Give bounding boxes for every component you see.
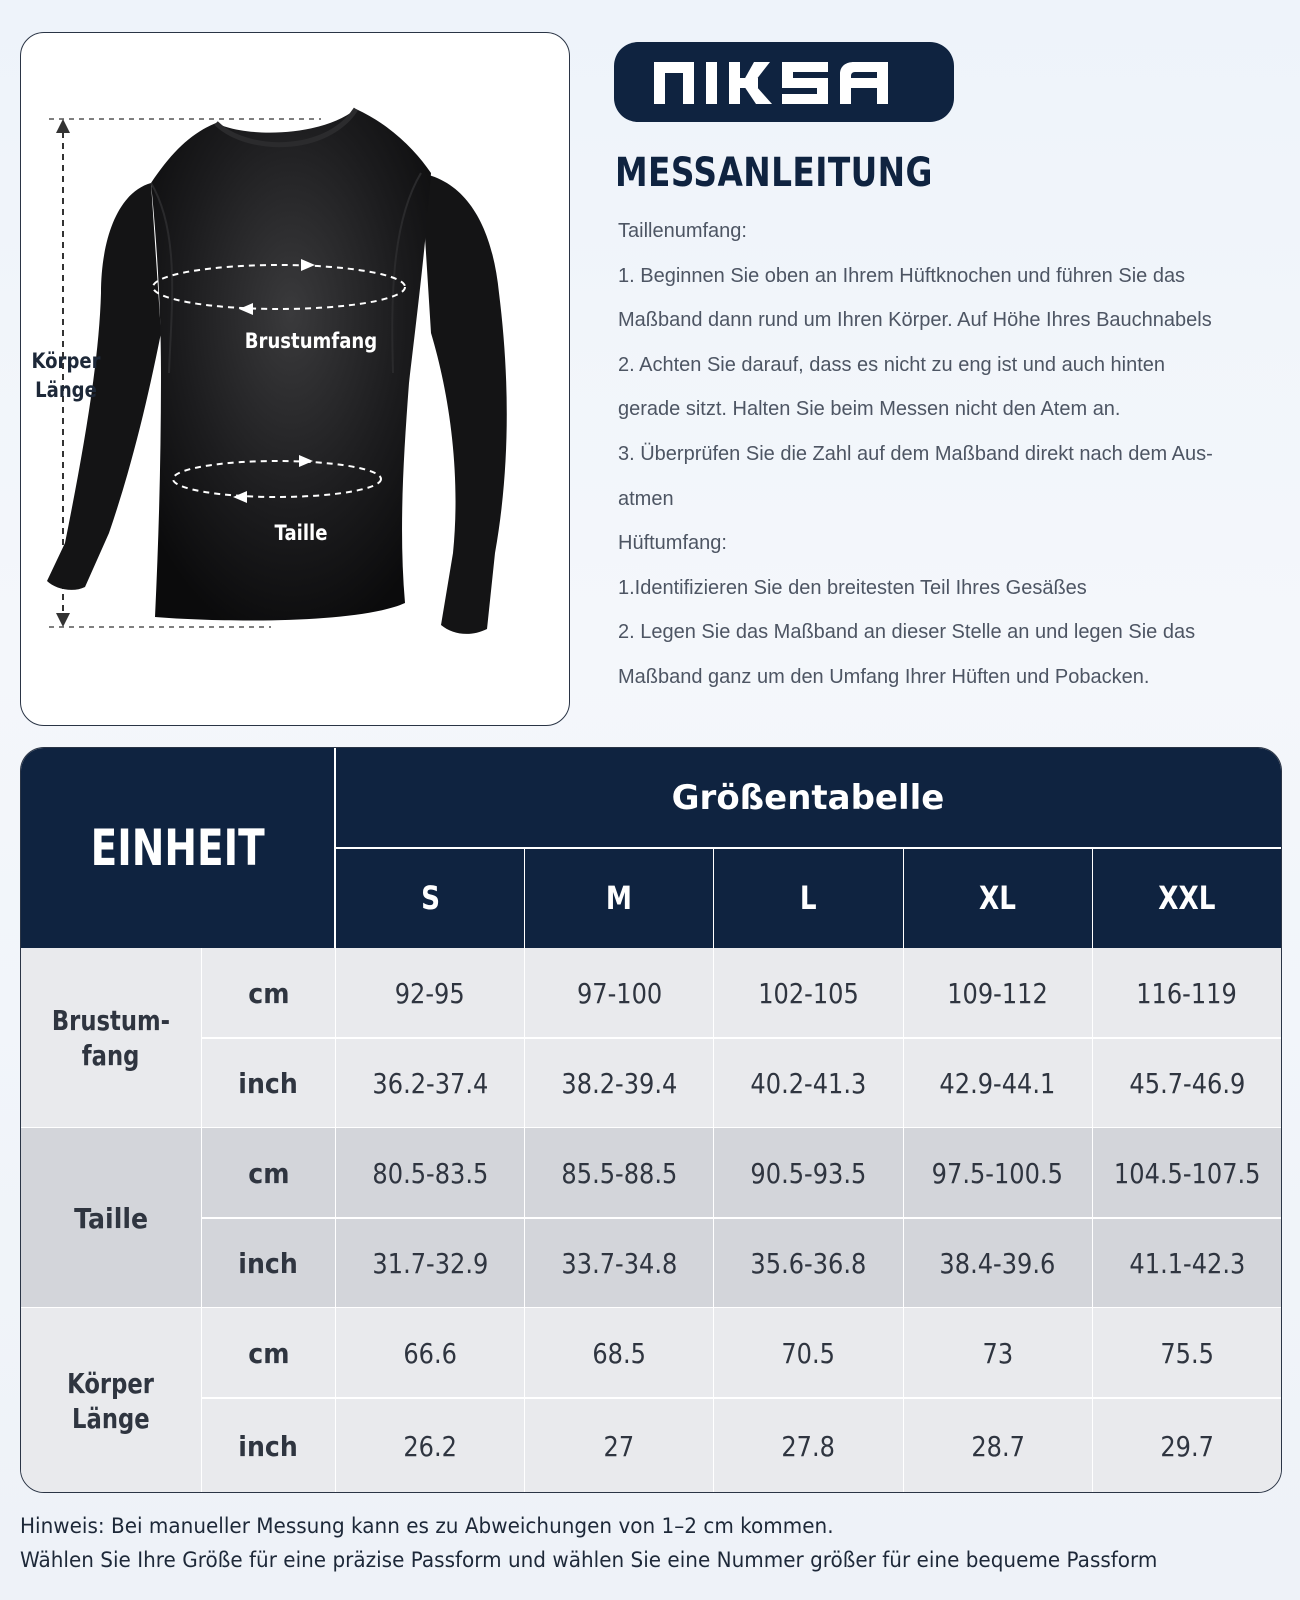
table-row <box>201 1038 1281 1128</box>
unit-cell: cm <box>201 948 335 1038</box>
chest-label: Brustumfang <box>244 329 378 353</box>
value-cell: 26.2 <box>335 1398 524 1493</box>
guide-line: gerade sitzt. Halten Sie beim Messen nicht den Atem an. <box>618 398 1121 421</box>
value-cell: 104.5-107.5 <box>1092 1128 1281 1218</box>
table-row <box>201 948 1281 1038</box>
value-cell: 66.6 <box>335 1308 524 1398</box>
size-header-text: M <box>606 879 633 917</box>
value-cell: 90.5-93.5 <box>713 1128 902 1218</box>
guide-title: MESSANLEITUNG <box>615 150 933 196</box>
table-row <box>201 1308 1281 1398</box>
value-cell: 97.5-100.5 <box>903 1128 1092 1218</box>
brand-logo-mark <box>614 42 954 122</box>
value-cell: 97-100 <box>524 948 713 1038</box>
unit-cell: inch <box>201 1218 335 1308</box>
value-cell: 102-105 <box>713 948 902 1038</box>
value-cell: 45.7-46.9 <box>1092 1038 1281 1128</box>
guide-text <box>618 214 1278 705</box>
table-row <box>201 1128 1281 1218</box>
size-header-l <box>713 848 902 948</box>
size-header-xl <box>903 848 1092 948</box>
value-cell: 36.2-37.4 <box>335 1038 524 1128</box>
value-cell: 70.5 <box>713 1308 902 1398</box>
group-label-chest <box>21 948 201 1128</box>
guide-line: Taillenumfang: <box>618 220 747 242</box>
footnote <box>20 1510 1290 1578</box>
group-label-line: Brustum- <box>51 1004 171 1037</box>
guide-line: 3. Überprüfen Sie die Zahl auf dem Maßband direkt nach dem Aus- <box>618 442 1213 465</box>
guide-line: 1. Beginnen Sie oben an Ihrem Hüftknochen und führen Sie das <box>618 264 1186 287</box>
value-cell: 80.5-83.5 <box>335 1128 524 1218</box>
group-waist <box>21 1128 1281 1308</box>
table-row <box>201 1398 1281 1493</box>
footnote-line2: Wählen Sie Ihre Größe für eine präzise Passform und wählen Sie eine Nummer größer für eine bequeme Passform <box>20 1548 1158 1573</box>
value-cell: 27.8 <box>713 1398 902 1493</box>
unit-header-text: EINHEIT <box>90 819 266 877</box>
value-cell: 42.9-44.1 <box>903 1038 1092 1128</box>
value-cell: 38.2-39.4 <box>524 1038 713 1128</box>
value-cell: 41.1-42.3 <box>1092 1218 1281 1308</box>
body-length-label-line1: Körper <box>31 349 101 373</box>
value-cell: 35.6-36.8 <box>713 1218 902 1308</box>
value-cell: 68.5 <box>524 1308 713 1398</box>
value-cell: 73 <box>903 1308 1092 1398</box>
value-cell: 40.2-41.3 <box>713 1038 902 1128</box>
size-header-text: S <box>420 879 440 917</box>
shirt-illustration <box>21 33 570 726</box>
value-cell: 75.5 <box>1092 1308 1281 1398</box>
unit-header <box>21 748 335 948</box>
unit-cell: inch <box>201 1038 335 1128</box>
value-cell: 109-112 <box>903 948 1092 1038</box>
brand-logo <box>614 42 954 122</box>
unit-cell: cm <box>201 1128 335 1218</box>
guide-line: 2. Legen Sie das Maßband an dieser Stelle an und legen Sie das <box>618 621 1196 644</box>
guide-line: Maßband dann rund um Ihren Körper. Auf Höhe Ihres Bauchnabels <box>618 309 1212 332</box>
guide-line: atmen <box>618 487 674 510</box>
value-cell: 28.7 <box>903 1398 1092 1493</box>
measurement-figure-panel <box>20 32 570 726</box>
size-table <box>20 747 1282 1493</box>
table-header <box>21 748 1281 948</box>
footnote-line1: Hinweis: Bei manueller Messung kann es zu Abweichungen von 1–2 cm kommen. <box>20 1514 834 1539</box>
size-header-text: XL <box>979 879 1017 917</box>
value-cell: 116-119 <box>1092 948 1281 1038</box>
value-cell: 85.5-88.5 <box>524 1128 713 1218</box>
table-row <box>201 1218 1281 1308</box>
group-label-waist <box>21 1128 201 1308</box>
size-header-xxl <box>1092 848 1281 948</box>
waist-label: Taille <box>274 521 328 545</box>
size-header-m <box>524 848 713 948</box>
value-cell: 31.7-32.9 <box>335 1218 524 1308</box>
group-label-line: Körper <box>67 1367 155 1400</box>
guide-line: 2. Achten Sie darauf, dass es nicht zu eng ist und auch hinten <box>618 353 1166 376</box>
group-label-body-length <box>21 1308 201 1493</box>
guide-line: 1.Identifizieren Sie den breitesten Teil Ihres Gesäßes <box>618 576 1087 599</box>
group-label-line: fang <box>82 1039 140 1072</box>
value-cell: 33.7-34.8 <box>524 1218 713 1308</box>
group-label-line: Länge <box>72 1402 150 1435</box>
value-cell: 38.4-39.6 <box>903 1218 1092 1308</box>
value-cell: 92-95 <box>335 948 524 1038</box>
value-cell: 29.7 <box>1092 1398 1281 1493</box>
table-title: Größentabelle <box>671 778 945 818</box>
size-header-text: XXL <box>1158 879 1216 917</box>
group-body-length <box>21 1308 1281 1493</box>
size-header-s <box>335 848 524 948</box>
size-header-text: L <box>800 879 817 917</box>
group-chest <box>21 948 1281 1128</box>
unit-cell: cm <box>201 1308 335 1398</box>
guide-line: Maßband ganz um den Umfang Ihrer Hüften und Pobacken. <box>618 665 1150 688</box>
group-label-line: Taille <box>74 1201 148 1235</box>
body-length-label <box>29 347 103 406</box>
value-cell: 27 <box>524 1398 713 1493</box>
size-header-row <box>335 848 1281 948</box>
unit-cell: inch <box>201 1398 335 1493</box>
guide-line: Hüftumfang: <box>618 532 727 555</box>
body-length-label-line2: Länge <box>35 378 97 403</box>
